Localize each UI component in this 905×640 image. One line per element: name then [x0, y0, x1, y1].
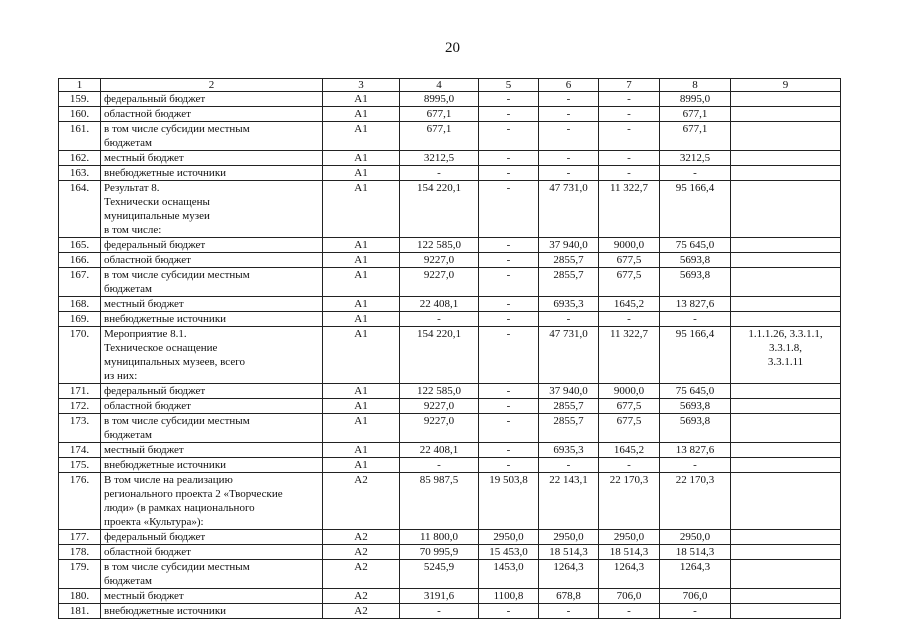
year-cell: 1100,8 [479, 589, 539, 604]
year-cell: 706,0 [599, 589, 660, 604]
item-name-cell: областной бюджет [101, 107, 323, 122]
total-cell: 85 987,5 [400, 473, 479, 530]
item-name-cell: внебюджетные источники [101, 166, 323, 181]
table-row [59, 122, 841, 151]
code-cell: А1 [323, 181, 400, 238]
table-row [59, 414, 841, 443]
total-cell: - [400, 458, 479, 473]
year-cell: 677,1 [660, 107, 731, 122]
code-cell: А2 [323, 545, 400, 560]
year-cell: 11 322,7 [599, 327, 660, 384]
indicator-cell [731, 151, 841, 166]
header-cell: 3 [323, 79, 400, 92]
budget-table [58, 78, 841, 619]
total-cell: 154 220,1 [400, 181, 479, 238]
year-cell: - [479, 312, 539, 327]
year-cell: 22 143,1 [539, 473, 599, 530]
indicator-cell [731, 589, 841, 604]
year-cell: - [599, 166, 660, 181]
item-name-cell: федеральный бюджет [101, 384, 323, 399]
page-number: 20 [445, 40, 460, 56]
year-cell: - [479, 166, 539, 181]
indicator-cell [731, 297, 841, 312]
row-number-cell: 170. [59, 327, 101, 384]
year-cell: 22 170,3 [599, 473, 660, 530]
total-cell: - [400, 312, 479, 327]
total-cell: - [400, 604, 479, 619]
table-row [59, 399, 841, 414]
item-name-cell: федеральный бюджет [101, 238, 323, 253]
year-cell: 2950,0 [539, 530, 599, 545]
year-cell: - [599, 107, 660, 122]
year-cell: - [539, 92, 599, 107]
year-cell: - [479, 268, 539, 297]
item-name-cell: внебюджетные источники [101, 312, 323, 327]
table-row [59, 238, 841, 253]
row-number-cell: 174. [59, 443, 101, 458]
row-number-cell: 181. [59, 604, 101, 619]
item-name-cell: федеральный бюджет [101, 530, 323, 545]
item-name-cell: Результат 8. Технически оснащены муниципальные музеи в том числе: [101, 181, 323, 238]
year-cell: - [479, 297, 539, 312]
total-cell: 122 585,0 [400, 238, 479, 253]
indicator-cell [731, 560, 841, 589]
row-number-cell: 161. [59, 122, 101, 151]
year-cell: - [479, 107, 539, 122]
total-cell: 154 220,1 [400, 327, 479, 384]
year-cell: 2950,0 [599, 530, 660, 545]
table-row [59, 268, 841, 297]
year-cell: - [539, 166, 599, 181]
indicator-cell [731, 268, 841, 297]
code-cell: А1 [323, 268, 400, 297]
row-number-cell: 164. [59, 181, 101, 238]
year-cell: - [599, 312, 660, 327]
table-row [59, 560, 841, 589]
indicator-cell [731, 443, 841, 458]
year-cell: - [660, 604, 731, 619]
code-cell: А1 [323, 122, 400, 151]
item-name-cell: в том числе субсидии местным бюджетам [101, 122, 323, 151]
year-cell: 95 166,4 [660, 181, 731, 238]
year-cell: 18 514,3 [539, 545, 599, 560]
year-cell: 9000,0 [599, 384, 660, 399]
year-cell: - [539, 312, 599, 327]
row-number-cell: 176. [59, 473, 101, 530]
year-cell: - [479, 327, 539, 384]
item-name-cell: областной бюджет [101, 545, 323, 560]
table-row [59, 107, 841, 122]
year-cell: - [479, 122, 539, 151]
code-cell: А2 [323, 530, 400, 545]
year-cell: 19 503,8 [479, 473, 539, 530]
year-cell: 18 514,3 [660, 545, 731, 560]
year-cell: 677,5 [599, 414, 660, 443]
total-cell: 11 800,0 [400, 530, 479, 545]
item-name-cell: местный бюджет [101, 589, 323, 604]
year-cell: 677,5 [599, 399, 660, 414]
header-cell: 6 [539, 79, 599, 92]
year-cell: 2950,0 [479, 530, 539, 545]
indicator-cell [731, 545, 841, 560]
table-row [59, 327, 841, 384]
code-cell: А2 [323, 589, 400, 604]
year-cell: 18 514,3 [599, 545, 660, 560]
row-number-cell: 175. [59, 458, 101, 473]
year-cell: - [660, 312, 731, 327]
header-cell: 8 [660, 79, 731, 92]
year-cell: 2855,7 [539, 399, 599, 414]
indicator-cell [731, 458, 841, 473]
row-number-cell: 171. [59, 384, 101, 399]
code-cell: А1 [323, 443, 400, 458]
indicator-cell [731, 384, 841, 399]
year-cell: 9000,0 [599, 238, 660, 253]
indicator-cell [731, 107, 841, 122]
year-cell: 75 645,0 [660, 238, 731, 253]
total-cell: 70 995,9 [400, 545, 479, 560]
item-name-cell: местный бюджет [101, 443, 323, 458]
year-cell: 2855,7 [539, 268, 599, 297]
item-name-cell: в том числе субсидии местным бюджетам [101, 268, 323, 297]
year-cell: 75 645,0 [660, 384, 731, 399]
indicator-cell [731, 604, 841, 619]
code-cell: А1 [323, 399, 400, 414]
year-cell: 1645,2 [599, 297, 660, 312]
year-cell: 2855,7 [539, 253, 599, 268]
table-row [59, 458, 841, 473]
year-cell: 6935,3 [539, 443, 599, 458]
total-cell: 3212,5 [400, 151, 479, 166]
total-cell: 5245,9 [400, 560, 479, 589]
table-row [59, 443, 841, 458]
code-cell: А1 [323, 327, 400, 384]
year-cell: 15 453,0 [479, 545, 539, 560]
code-cell: А1 [323, 151, 400, 166]
total-cell: 9227,0 [400, 414, 479, 443]
code-cell: А1 [323, 458, 400, 473]
row-number-cell: 160. [59, 107, 101, 122]
year-cell: - [479, 443, 539, 458]
item-name-cell: внебюджетные источники [101, 604, 323, 619]
table-row [59, 545, 841, 560]
year-cell: 13 827,6 [660, 297, 731, 312]
item-name-cell: областной бюджет [101, 253, 323, 268]
code-cell: А1 [323, 297, 400, 312]
year-cell: 5693,8 [660, 253, 731, 268]
code-cell: А2 [323, 560, 400, 589]
year-cell: - [599, 604, 660, 619]
row-number-cell: 179. [59, 560, 101, 589]
table-row [59, 530, 841, 545]
row-number-cell: 169. [59, 312, 101, 327]
table-row [59, 181, 841, 238]
header-cell: 9 [731, 79, 841, 92]
total-cell: 9227,0 [400, 268, 479, 297]
total-cell: 9227,0 [400, 253, 479, 268]
year-cell: 3212,5 [660, 151, 731, 166]
indicator-cell [731, 473, 841, 530]
year-cell: 5693,8 [660, 268, 731, 297]
table-row [59, 166, 841, 181]
year-cell: 5693,8 [660, 414, 731, 443]
total-cell: 22 408,1 [400, 297, 479, 312]
item-name-cell: в том числе субсидии местным бюджетам [101, 560, 323, 589]
row-number-cell: 162. [59, 151, 101, 166]
indicator-cell [731, 122, 841, 151]
year-cell: 95 166,4 [660, 327, 731, 384]
year-cell: 22 170,3 [660, 473, 731, 530]
year-cell: - [599, 122, 660, 151]
year-cell: - [479, 238, 539, 253]
year-cell: - [479, 414, 539, 443]
row-number-cell: 166. [59, 253, 101, 268]
row-number-cell: 159. [59, 92, 101, 107]
table-body [59, 79, 841, 619]
code-cell: А1 [323, 253, 400, 268]
table-row [59, 604, 841, 619]
header-cell: 5 [479, 79, 539, 92]
year-cell: - [479, 399, 539, 414]
table-header-row [59, 79, 841, 92]
row-number-cell: 163. [59, 166, 101, 181]
item-name-cell: местный бюджет [101, 297, 323, 312]
item-name-cell: местный бюджет [101, 151, 323, 166]
year-cell: - [479, 384, 539, 399]
code-cell: А1 [323, 107, 400, 122]
indicator-cell [731, 399, 841, 414]
year-cell: - [539, 458, 599, 473]
header-cell: 7 [599, 79, 660, 92]
table-row [59, 473, 841, 530]
year-cell: 1264,3 [599, 560, 660, 589]
code-cell: А1 [323, 384, 400, 399]
year-cell: - [479, 604, 539, 619]
header-cell: 4 [400, 79, 479, 92]
table-row [59, 151, 841, 166]
item-name-cell: федеральный бюджет [101, 92, 323, 107]
row-number-cell: 177. [59, 530, 101, 545]
code-cell: А1 [323, 312, 400, 327]
year-cell: 677,5 [599, 268, 660, 297]
code-cell: А1 [323, 92, 400, 107]
code-cell: А2 [323, 473, 400, 530]
code-cell: А1 [323, 238, 400, 253]
indicator-cell [731, 166, 841, 181]
year-cell: 1264,3 [660, 560, 731, 589]
code-cell: А1 [323, 166, 400, 181]
table-row [59, 589, 841, 604]
year-cell: - [479, 253, 539, 268]
year-cell: 11 322,7 [599, 181, 660, 238]
year-cell: 1264,3 [539, 560, 599, 589]
code-cell: А1 [323, 414, 400, 443]
year-cell: - [539, 122, 599, 151]
year-cell: 47 731,0 [539, 181, 599, 238]
year-cell: - [539, 604, 599, 619]
year-cell: 1453,0 [479, 560, 539, 589]
indicator-cell: 1.1.1.26, 3.3.1.1, 3.3.1.8, 3.3.1.11 [731, 327, 841, 384]
year-cell: 13 827,6 [660, 443, 731, 458]
year-cell: - [539, 151, 599, 166]
item-name-cell: в том числе субсидии местным бюджетам [101, 414, 323, 443]
row-number-cell: 167. [59, 268, 101, 297]
year-cell: 47 731,0 [539, 327, 599, 384]
year-cell: - [479, 458, 539, 473]
year-cell: 37 940,0 [539, 238, 599, 253]
table-row [59, 312, 841, 327]
year-cell: 706,0 [660, 589, 731, 604]
year-cell: 5693,8 [660, 399, 731, 414]
year-cell: 677,1 [660, 122, 731, 151]
year-cell: - [479, 181, 539, 238]
year-cell: 8995,0 [660, 92, 731, 107]
header-cell: 2 [101, 79, 323, 92]
total-cell: 8995,0 [400, 92, 479, 107]
year-cell: - [599, 92, 660, 107]
total-cell: 677,1 [400, 107, 479, 122]
year-cell: 6935,3 [539, 297, 599, 312]
year-cell: 1645,2 [599, 443, 660, 458]
total-cell: - [400, 166, 479, 181]
row-number-cell: 165. [59, 238, 101, 253]
year-cell: 678,8 [539, 589, 599, 604]
total-cell: 677,1 [400, 122, 479, 151]
year-cell: 2855,7 [539, 414, 599, 443]
total-cell: 3191,6 [400, 589, 479, 604]
row-number-cell: 173. [59, 414, 101, 443]
item-name-cell: областной бюджет [101, 399, 323, 414]
year-cell: 2950,0 [660, 530, 731, 545]
year-cell: - [539, 107, 599, 122]
total-cell: 22 408,1 [400, 443, 479, 458]
indicator-cell [731, 92, 841, 107]
total-cell: 9227,0 [400, 399, 479, 414]
year-cell: - [660, 458, 731, 473]
indicator-cell [731, 238, 841, 253]
year-cell: - [660, 166, 731, 181]
row-number-cell: 172. [59, 399, 101, 414]
table-row [59, 297, 841, 312]
table-row [59, 92, 841, 107]
row-number-cell: 178. [59, 545, 101, 560]
total-cell: 122 585,0 [400, 384, 479, 399]
indicator-cell [731, 253, 841, 268]
table-row [59, 253, 841, 268]
item-name-cell: внебюджетные источники [101, 458, 323, 473]
header-cell: 1 [59, 79, 101, 92]
year-cell: - [479, 92, 539, 107]
year-cell: - [599, 151, 660, 166]
row-number-cell: 180. [59, 589, 101, 604]
indicator-cell [731, 530, 841, 545]
item-name-cell: Мероприятие 8.1. Техническое оснащение муниципальных музеев, всего из них: [101, 327, 323, 384]
year-cell: 677,5 [599, 253, 660, 268]
code-cell: А2 [323, 604, 400, 619]
indicator-cell [731, 312, 841, 327]
item-name-cell: В том числе на реализацию регионального проекта 2 «Творческие люди» (в рамках национального проекта «Культура»): [101, 473, 323, 530]
indicator-cell [731, 181, 841, 238]
indicator-cell [731, 414, 841, 443]
table-row [59, 384, 841, 399]
year-cell: 37 940,0 [539, 384, 599, 399]
year-cell: - [479, 151, 539, 166]
year-cell: - [599, 458, 660, 473]
row-number-cell: 168. [59, 297, 101, 312]
